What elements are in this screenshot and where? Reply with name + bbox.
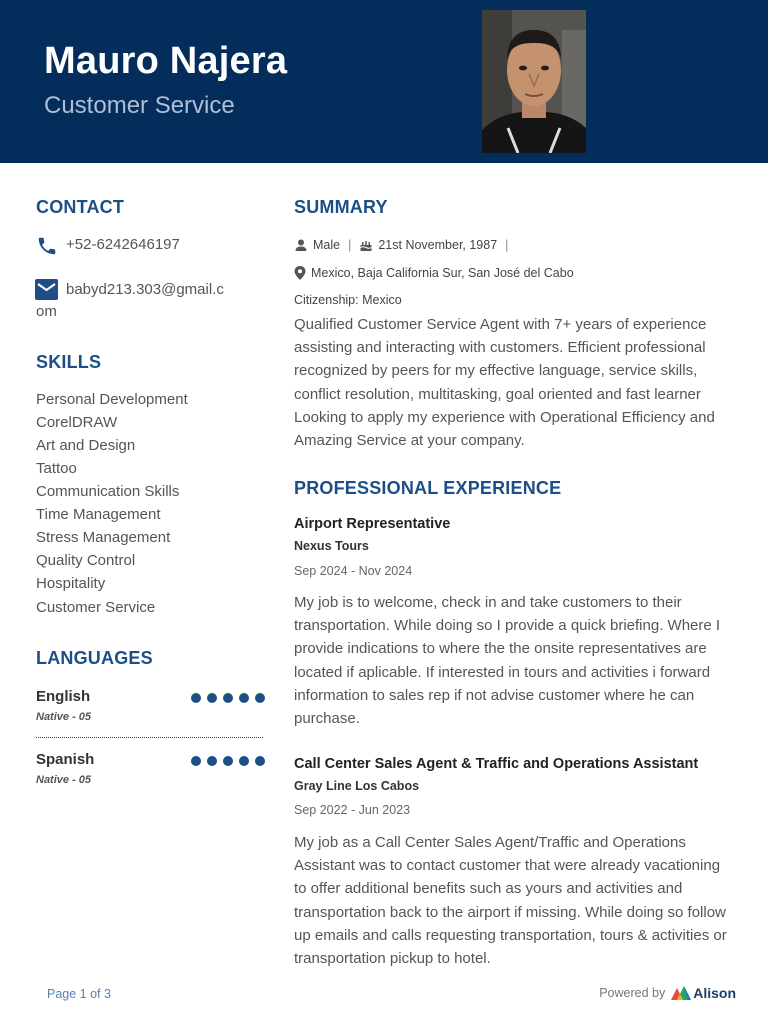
language-rating [191, 693, 265, 703]
contact-email-line1[interactable]: babyd213.303@gmail.c [66, 281, 224, 298]
birthdate: 21st November, 1987 [378, 238, 498, 252]
language-name: Spanish [36, 751, 95, 768]
language-divider [36, 737, 263, 738]
location-pin-icon [294, 266, 306, 280]
gender: Male [313, 238, 341, 252]
job-description: My job as a Call Center Sales Agent/Traffic and Operations Assistant was to contact customer that were already vacationing to offer additional benefits such as yours and activities and transportation back to the airport if missing. While doing so follow up emails and calls requesting transportation, tours & activities or transportation pickup to hotel. [294, 834, 727, 968]
page-indicator: Page 1 of 3 [47, 987, 111, 1001]
profile-photo [482, 10, 586, 153]
person-icon [294, 238, 308, 252]
personal-info-row [294, 238, 516, 252]
contact-phone[interactable]: +52-6242646197 [66, 236, 180, 253]
skill-item: Hospitality [36, 575, 106, 592]
resume-header [0, 0, 768, 163]
contact-heading: CONTACT [36, 197, 125, 217]
skill-item: Customer Service [36, 599, 156, 616]
job-title: Airport Representative [294, 516, 451, 532]
separator: | [348, 238, 352, 252]
skill-item: CorelDRAW [36, 414, 118, 431]
powered-by-label: Powered by [599, 986, 666, 1000]
location: Mexico, Baja California Sur, San José del Cabo [311, 266, 574, 280]
rating-dot [239, 693, 249, 703]
skill-item: Tattoo [36, 460, 77, 477]
languages-heading: LANGUAGES [36, 648, 153, 668]
rating-dot [255, 693, 265, 703]
summary-heading: SUMMARY [294, 197, 388, 217]
job-title: Call Center Sales Agent & Traffic and Operations Assistant [294, 756, 699, 772]
alison-brand-name: Alison [693, 985, 736, 1001]
job-description: My job is to welcome, check in and take customers to their transportation. While doing so I provide a quick briefing. Where I provide indications to where the the onsite representatives are located if aplicable. If interested in tours and activities i forward information to sales rep if not advise customer where he can purchase. [294, 594, 721, 728]
rating-dot [223, 756, 233, 766]
candidate-role: Customer Service [44, 92, 235, 119]
skill-item: Art and Design [36, 437, 136, 454]
language-rating [191, 756, 265, 766]
job-company: Nexus Tours [294, 539, 369, 553]
skill-item: Quality Control [36, 552, 136, 569]
rating-dot [255, 756, 265, 766]
citizenship: Citizenship: Mexico [294, 293, 402, 307]
skill-item: Communication Skills [36, 483, 180, 500]
language-name: English [36, 688, 91, 705]
job-dates: Sep 2024 - Nov 2024 [294, 564, 413, 578]
job-company: Gray Line Los Cabos [294, 779, 420, 793]
candidate-name: Mauro Najera [44, 40, 288, 82]
location-row [294, 266, 574, 280]
mail-icon [35, 279, 58, 300]
summary-text: Qualified Customer Service Agent with 7+ years of experience assisting and interacting with customers. Efficient professional recognized by peers for my effective language, service skills, conflict resolution, multitasking, goal oriented and fast learner Looking to apply my experience with Operational Efficiency and Amazing Service at your company. [294, 316, 715, 450]
rating-dot [239, 756, 249, 766]
rating-dot [223, 693, 233, 703]
skill-item: Personal Development [36, 391, 188, 408]
language-level: Native - 05 [36, 774, 92, 786]
phone-icon [36, 235, 58, 257]
alison-brand[interactable] [671, 985, 736, 1001]
job-dates: Sep 2022 - Jun 2023 [294, 803, 411, 817]
rating-dot [191, 756, 201, 766]
skill-item: Stress Management [36, 529, 171, 546]
skills-heading: SKILLS [36, 352, 102, 372]
birthday-cake-icon [359, 238, 373, 252]
rating-dot [207, 693, 217, 703]
powered-by[interactable] [599, 985, 736, 1001]
contact-email-line2[interactable]: om [36, 303, 57, 320]
rating-dot [207, 756, 217, 766]
language-level: Native - 05 [36, 711, 92, 723]
separator: | [505, 238, 509, 252]
rating-dot [191, 693, 201, 703]
experience-heading: PROFESSIONAL EXPERIENCE [294, 478, 562, 498]
alison-logo-icon [671, 986, 691, 1000]
skill-item: Time Management [36, 506, 161, 523]
